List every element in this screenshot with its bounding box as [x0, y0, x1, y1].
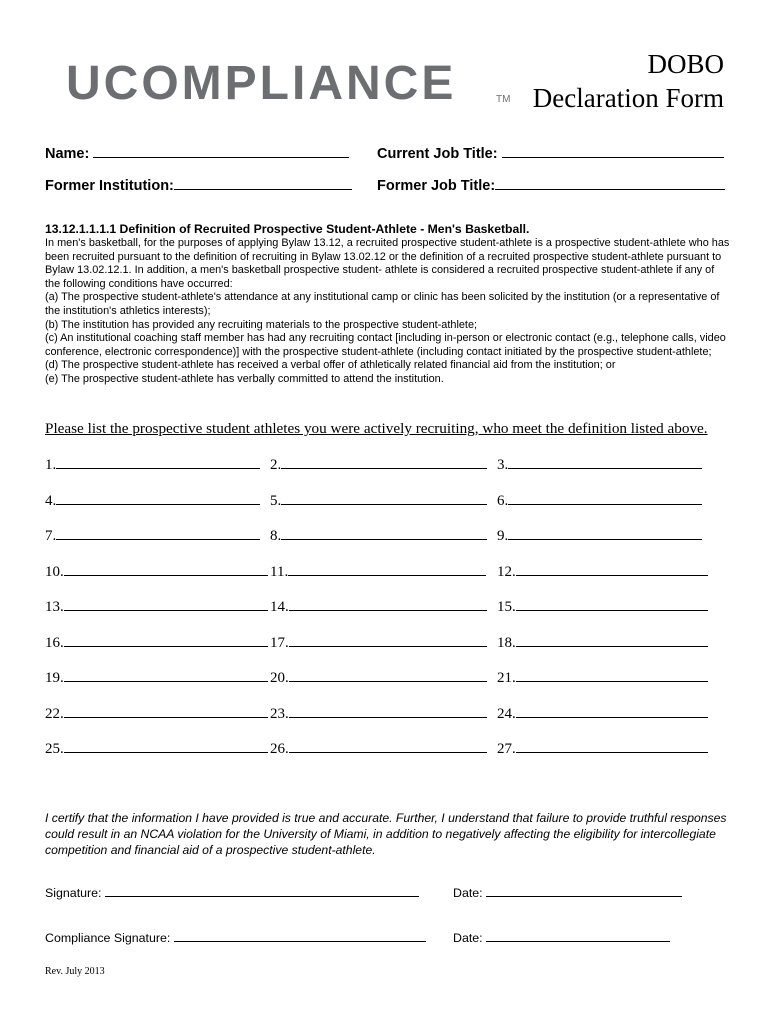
athlete-entry-line[interactable]	[516, 739, 708, 753]
athlete-entry-line[interactable]	[281, 455, 487, 469]
athlete-entry-number: 19.	[45, 670, 64, 686]
athlete-entry-line[interactable]	[64, 597, 268, 611]
athlete-entry[interactable]	[497, 739, 708, 758]
athlete-entry-number: 10.	[45, 563, 64, 580]
date-input-line-2[interactable]	[486, 929, 670, 942]
signature-input-line[interactable]	[105, 884, 419, 897]
athlete-entry-number: 21.	[497, 670, 516, 686]
athlete-entry-line[interactable]	[516, 704, 708, 718]
signature-field[interactable]	[45, 884, 419, 901]
former-job-title-field[interactable]	[377, 175, 725, 195]
form-title-line2: Declaration Form	[532, 83, 724, 113]
athlete-entry-number: 15.	[497, 599, 516, 615]
athlete-entry[interactable]	[45, 455, 260, 474]
athlete-entry-line[interactable]	[56, 455, 260, 469]
athlete-entry-line[interactable]	[281, 526, 487, 540]
former-institution-label: Former Institution:	[45, 178, 174, 194]
date-field-1[interactable]	[453, 884, 682, 901]
definition-intro: In men's basketball, for the purposes of applying Bylaw 13.12, a recruited prospective student-athlete is a prospective student-athlete who has been recruited pursuant to the definition of recruiting in Bylaw 13.02.12 or the definition of a recruited prospective student-athlete pursuant to Bylaw 13.02.12.1. In addition, a men's basketball prospective student- athlete is considered a recruited prospective student-athlete if any of the following conditions have occurred:	[45, 237, 730, 290]
athlete-entry[interactable]	[497, 491, 702, 510]
athlete-entry-line[interactable]	[508, 455, 702, 469]
athlete-entry-line[interactable]	[64, 704, 268, 718]
athlete-entry-number: 4.	[45, 492, 57, 509]
athlete-entry-line[interactable]	[508, 526, 702, 540]
athlete-entry[interactable]	[270, 668, 487, 687]
athlete-entry-line[interactable]	[516, 633, 708, 647]
revision-note: Rev. July 2013	[45, 966, 105, 977]
athlete-entry-number: 18.	[497, 634, 516, 651]
athlete-entry-line[interactable]	[64, 633, 268, 647]
athlete-entry-line[interactable]	[289, 597, 487, 611]
athlete-entry[interactable]	[45, 597, 268, 616]
name-input-line[interactable]	[93, 143, 349, 158]
athlete-entry-number: 7.	[45, 528, 57, 544]
athlete-entry-number: 20.	[270, 670, 289, 686]
compliance-signature-label: Compliance Signature:	[45, 931, 171, 945]
athlete-entry-number: 17.	[270, 634, 289, 651]
athlete-entry[interactable]	[45, 668, 268, 687]
certification-statement: I certify that the information I have provided is true and accurate. Further, I understand that failure to provide truthful responses could result in an NCAA violation for the University of Miami, in addition to negatively affecting the eligibility for intercollegiate competition and financial aid of a prospective student-athlete.	[45, 811, 727, 857]
former-job-title-label: Former Job Title:	[377, 178, 496, 194]
athlete-entry-line[interactable]	[289, 739, 487, 753]
definition-heading: 13.12.1.1.1.1 Definition of Recruited Prospective Student-Athlete - Men's Basketball.	[45, 222, 530, 236]
athlete-entry-number: 8.	[270, 528, 282, 544]
athlete-entry[interactable]	[270, 526, 487, 545]
definition-item-c: (c) An institutional coaching staff member has had any recruiting contact [including in-person or electronic contact (e.g., telephone calls, video conference, electronic correspondence)] with the prospective student-athlete (including contact initiated by the prospective student-athlete;	[45, 332, 726, 358]
athlete-entry-line[interactable]	[281, 491, 487, 505]
athlete-entry[interactable]	[497, 562, 708, 581]
athlete-entry-line[interactable]	[288, 562, 486, 576]
athlete-entry[interactable]	[45, 562, 268, 581]
athlete-entry[interactable]	[45, 633, 268, 652]
definition-item-b: (b) The institution has provided any recruiting materials to the prospective student-athlete;	[45, 318, 478, 331]
athlete-entry[interactable]	[270, 704, 487, 723]
athlete-entry[interactable]	[497, 597, 708, 616]
athlete-entry-number: 14.	[270, 599, 289, 615]
ucompliance-logo	[66, 56, 516, 112]
athlete-entry-number: 11.	[270, 563, 289, 580]
date-field-2[interactable]	[453, 929, 670, 946]
athlete-entry-number: 22.	[45, 705, 64, 722]
athlete-entry-line[interactable]	[508, 491, 702, 505]
date-input-line-1[interactable]	[486, 884, 682, 897]
athlete-entry-line[interactable]	[516, 668, 708, 682]
athlete-entry-number: 9.	[497, 528, 509, 544]
athlete-entry[interactable]	[497, 704, 708, 723]
athlete-entry-number: 27.	[497, 741, 516, 757]
athlete-entry-line[interactable]	[289, 668, 487, 682]
athlete-entry-line[interactable]	[516, 597, 708, 611]
athlete-entry-line[interactable]	[516, 562, 708, 576]
compliance-signature-input-line[interactable]	[174, 929, 426, 942]
athlete-entry[interactable]	[497, 633, 708, 652]
athlete-entry[interactable]	[497, 526, 702, 545]
athlete-entry-number: 12.	[497, 563, 516, 580]
athlete-entry[interactable]	[270, 739, 487, 758]
athlete-entry[interactable]	[270, 562, 486, 581]
athlete-entry[interactable]	[45, 739, 268, 758]
athlete-entry[interactable]	[45, 704, 268, 723]
name-field[interactable]	[45, 143, 349, 163]
current-job-title-input-line[interactable]	[502, 143, 724, 158]
athlete-entry-number: 25.	[45, 741, 64, 757]
athlete-entry[interactable]	[497, 668, 708, 687]
athlete-entry-number: 26.	[270, 741, 289, 757]
definition-item-a: (a) The prospective student-athlete's attendance at any institutional camp or clinic has been solicited by the institution (or a representative of the institution's athletics interests);	[45, 291, 720, 317]
athlete-entry-line[interactable]	[64, 739, 268, 753]
definition-item-d: (d) The prospective student-athlete has received a verbal offer of athletically related financial aid from the institution; or	[45, 359, 616, 372]
signature-label: Signature:	[45, 886, 102, 900]
athlete-entry-line[interactable]	[289, 633, 487, 647]
athlete-entry[interactable]	[270, 597, 487, 616]
athlete-entry[interactable]	[270, 455, 487, 474]
form-title-line1: DOBO	[647, 49, 724, 79]
current-job-title-field[interactable]	[377, 143, 724, 163]
date-label-2: Date:	[453, 931, 483, 945]
former-institution-field[interactable]	[45, 175, 352, 195]
athlete-entry-line[interactable]	[64, 562, 268, 576]
athlete-entry-number: 3.	[497, 457, 509, 473]
athlete-entry-number: 6.	[497, 492, 509, 509]
athlete-entry-number: 23.	[270, 705, 289, 722]
name-label: Name:	[45, 146, 90, 162]
athlete-entry[interactable]	[270, 491, 487, 510]
definition-item-e: (e) The prospective student-athlete has verbally committed to attend the institution.	[45, 372, 444, 385]
athlete-entry-line[interactable]	[64, 668, 268, 682]
athlete-entry-line[interactable]	[56, 491, 260, 505]
definition-section	[45, 222, 730, 387]
athlete-entry-number: 24.	[497, 705, 516, 722]
former-job-title-input-line[interactable]	[495, 175, 725, 190]
date-label-1: Date:	[453, 886, 483, 900]
athlete-entry-number: 16.	[45, 634, 64, 651]
athlete-entry[interactable]	[497, 455, 702, 474]
instruction-text: Please list the prospective student athletes you were actively recruiting, who meet the definition listed above.	[45, 420, 708, 437]
logo-trademark: TM	[496, 94, 511, 105]
athlete-entry[interactable]	[45, 491, 260, 510]
athlete-entry[interactable]	[270, 633, 487, 652]
athlete-entry-number: 1.	[45, 457, 57, 473]
athlete-entry[interactable]	[45, 526, 260, 545]
athlete-entry-number: 2.	[270, 457, 282, 473]
athlete-entry-line[interactable]	[289, 704, 487, 718]
former-institution-input-line[interactable]	[174, 175, 352, 190]
logo-text: UCOMPLIANCE	[66, 57, 457, 110]
athlete-entry-line[interactable]	[56, 526, 260, 540]
compliance-signature-field[interactable]	[45, 929, 426, 946]
current-job-title-label: Current Job Title:	[377, 146, 498, 162]
athlete-entry-number: 13.	[45, 599, 64, 615]
athlete-entry-number: 5.	[270, 492, 282, 509]
